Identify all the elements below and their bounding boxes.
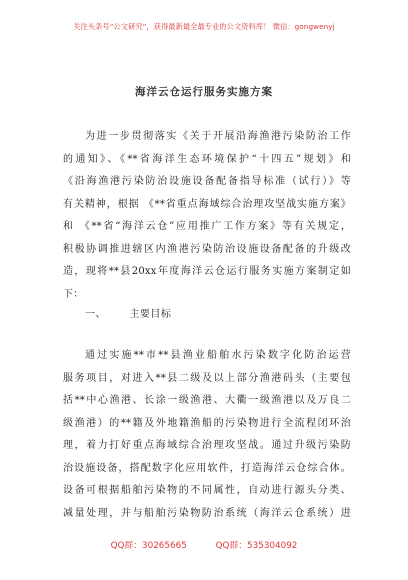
section-paragraph (63, 345, 351, 525)
intro-line: 有关精神，根据 《**省重点海域综合治理攻坚战实施方案》 (63, 198, 351, 210)
intro-line: 造，现将**县20xx年度海洋云仓运行服务实施方案制定如 (63, 266, 351, 277)
section-line: 服务项目，对进入**县二级及以上部分渔港码头（主要包 (63, 372, 351, 384)
intro-line: 积极协调推进辖区内渔港污染防治设施设备配备的升级改 (63, 243, 351, 255)
section-line: 级渔港）的**籍及外地籍渔船的污染物进行全流程闭环治 (63, 417, 351, 429)
section-line: 治设施设备，搭配数字化应用软件，打造海洋云仓综合体。 (63, 462, 351, 474)
section-number: 一、 (85, 309, 106, 320)
intro-line: 下： (63, 288, 84, 300)
intro-line: 《沿海渔港污染防治设施设备配备指导标准（试行）》等 (63, 176, 351, 187)
intro-line: 的通知》、《**省海洋生态环境保护“十四五”规划》和 (63, 153, 351, 165)
intro-line: 为进一步贯彻落实《关于开展沿海渔港污染防治工作 (85, 131, 351, 142)
intro-line: 和 《**省“海洋云仓”应用推广工作方案》等有关规定， (63, 221, 351, 232)
section-line: 减量处理，并与船舶污染物防治系统（海洋云仓系统）进 (63, 507, 351, 519)
footer (0, 538, 408, 551)
header-promo: 关注头条号“公文研究”，获得最新最全最专业的公文资料库！ 微信：gongwenyj (73, 22, 335, 31)
intro-paragraph (63, 126, 351, 306)
section-line: 设备可根据船舶污染物的不同属性，自动进行源头分类、 (63, 485, 351, 496)
section-heading (63, 305, 351, 325)
footer-qq-group-2: QQ群：535304092 (215, 541, 298, 551)
section-line: 通过实施**市**县渔业船舶水污染数字化防治运营 (85, 350, 351, 361)
section-line: 理，着力打好重点海域综合治理攻坚战。通过升级污染防 (63, 440, 351, 451)
document-title: 海洋云仓运行服务实施方案 (135, 86, 273, 98)
footer-qq-group-1: QQ群：30265665 (110, 541, 187, 551)
section-line: 括**中心渔港、长涂一级渔港、大衢一级渔港以及万良二 (63, 395, 351, 406)
section-title: 主要目标 (129, 309, 172, 320)
